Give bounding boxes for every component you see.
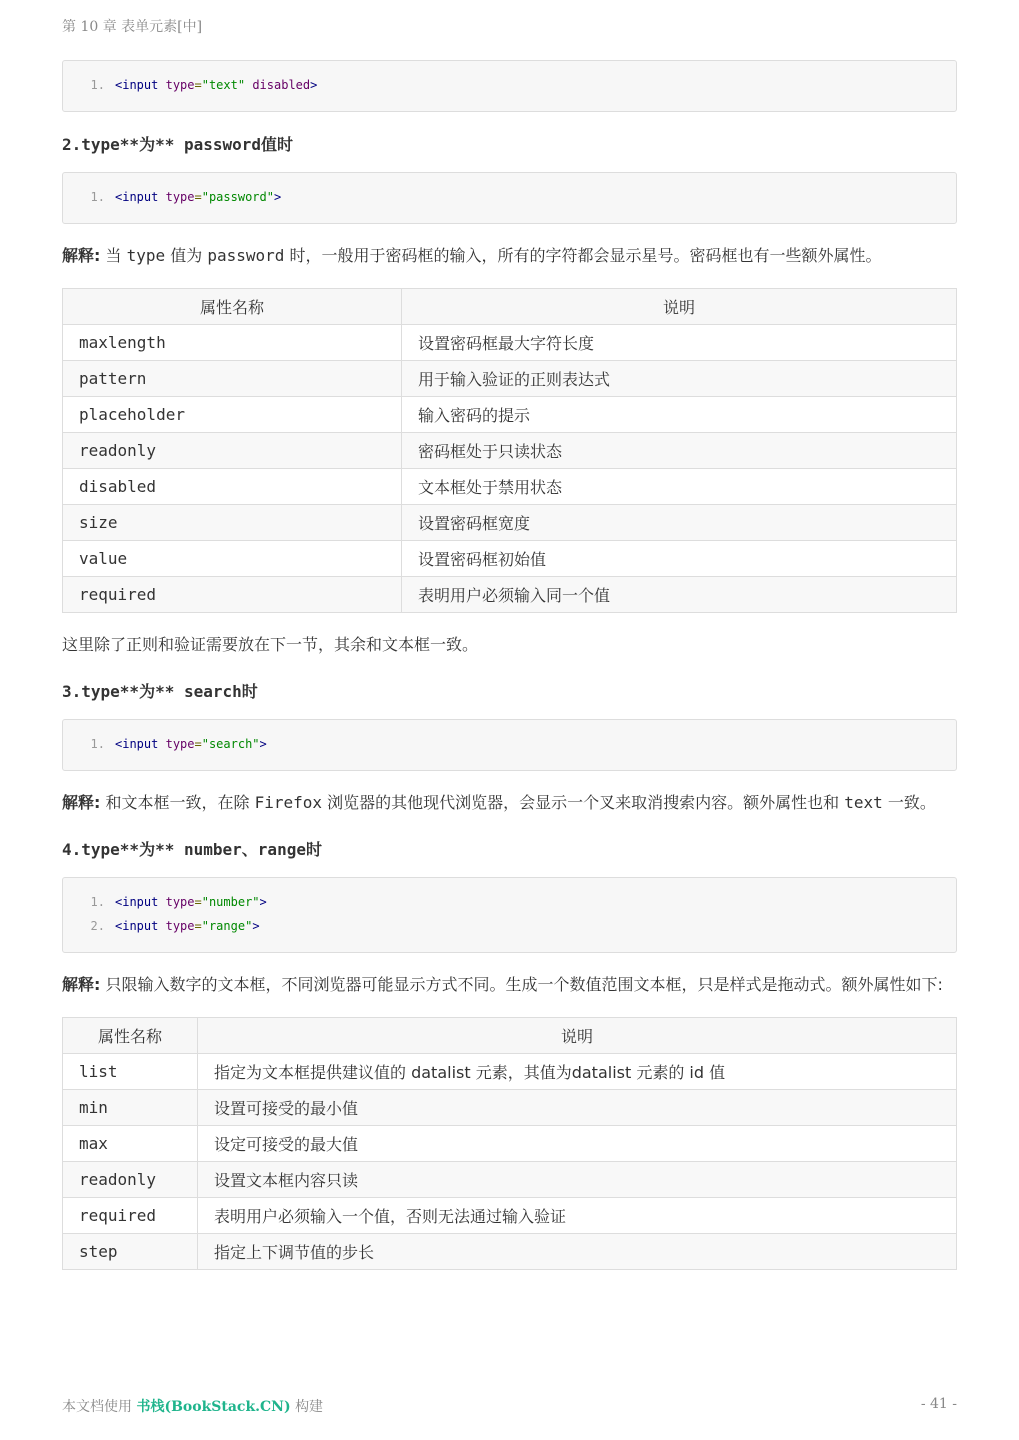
table-row xyxy=(63,325,957,361)
attr-name: min xyxy=(63,1090,198,1126)
attr-name: required xyxy=(63,1198,198,1234)
table-row xyxy=(63,433,957,469)
code-block-search xyxy=(62,719,957,771)
attr-desc: 文本框处于禁用状态 xyxy=(402,469,957,505)
attr-desc: 指定为文本框提供建议值的 datalist 元素，其值为datalist 元素的 id 值 xyxy=(198,1054,957,1090)
code-line xyxy=(63,914,956,938)
table-row xyxy=(63,397,957,433)
code-line xyxy=(63,890,956,914)
table-header: 说明 xyxy=(402,289,957,325)
attr-desc: 表明用户必须输入一个值，否则无法通过输入验证 xyxy=(198,1198,957,1234)
attr-desc: 指定上下调节值的步长 xyxy=(198,1234,957,1270)
attr-name: list xyxy=(63,1054,198,1090)
document-content xyxy=(62,60,957,1288)
bookstack-link[interactable]: 书栈(BookStack.CN) xyxy=(136,1399,291,1415)
attr-desc: 设置密码框最大字符长度 xyxy=(402,325,957,361)
attr-name: pattern xyxy=(63,361,402,397)
attr-desc: 表明用户必须输入同一个值 xyxy=(402,577,957,613)
code-string: "password" xyxy=(201,190,274,204)
section-heading-search: 3.type**为** search时 xyxy=(62,682,258,701)
code-punct: = xyxy=(194,919,202,933)
attr-name: readonly xyxy=(63,433,402,469)
attr-desc: 设置密码框初始值 xyxy=(402,541,957,577)
attr-desc: 用于输入验证的正则表达式 xyxy=(402,361,957,397)
attr-desc: 输入密码的提示 xyxy=(402,397,957,433)
attr-name: required xyxy=(63,577,402,613)
code-tag: <input xyxy=(115,919,159,933)
page-footer xyxy=(62,1396,957,1416)
attr-desc: 设定可接受的最大值 xyxy=(198,1126,957,1162)
code-block-number-range xyxy=(62,877,957,953)
attr-name: size xyxy=(63,505,402,541)
code-tag: > xyxy=(310,78,318,92)
section-heading-number-range: 4.type**为** number、range时 xyxy=(62,840,322,859)
table-row xyxy=(63,1234,957,1270)
code-tag: <input xyxy=(115,78,159,92)
password-note: 这里除了正则和验证需要放在下一节，其余和文本框一致。 xyxy=(62,635,479,654)
table-row xyxy=(63,541,957,577)
page-header: 第 10 章 表单元素[中] xyxy=(62,19,203,35)
code-line xyxy=(63,73,956,97)
table-row xyxy=(63,505,957,541)
code-line xyxy=(63,732,956,756)
code-tag: > xyxy=(273,190,282,204)
code-line xyxy=(63,185,956,209)
attr-desc: 设置文本框内容只读 xyxy=(198,1162,957,1198)
attr-name: placeholder xyxy=(63,397,402,433)
code-tag: > xyxy=(259,737,267,751)
number-attribute-table xyxy=(62,1017,957,1270)
code-punct: = xyxy=(194,190,202,204)
table-row xyxy=(63,361,957,397)
password-attribute-table xyxy=(62,288,957,613)
code-attr: disabled xyxy=(252,78,311,92)
section-heading-password: 2.type**为** password值时 xyxy=(62,135,294,154)
code-attr: type xyxy=(165,895,195,909)
code-block-password xyxy=(62,172,957,224)
attr-name: step xyxy=(63,1234,198,1270)
code-string: "number" xyxy=(201,895,260,909)
code-tag: <input xyxy=(115,737,159,751)
table-row xyxy=(63,1162,957,1198)
attr-name: value xyxy=(63,541,402,577)
attr-desc: 设置密码框宽度 xyxy=(402,505,957,541)
code-punct: = xyxy=(194,737,202,751)
code-tag: > xyxy=(252,919,260,933)
table-row xyxy=(63,1126,957,1162)
code-attr: type xyxy=(165,919,195,933)
page-number: - 41 - xyxy=(920,1396,957,1412)
line-number: 2. xyxy=(90,919,105,933)
code-tag: > xyxy=(259,895,267,909)
code-block-text-disabled xyxy=(62,60,957,112)
attr-name: maxlength xyxy=(63,325,402,361)
line-number: 1. xyxy=(90,737,105,751)
attr-name: disabled xyxy=(63,469,402,505)
attr-desc: 设置可接受的最小值 xyxy=(198,1090,957,1126)
attr-name: readonly xyxy=(63,1162,198,1198)
code-tag: <input xyxy=(115,190,159,204)
code-attr: type xyxy=(165,190,195,204)
table-header: 属性名称 xyxy=(63,289,402,325)
table-header: 说明 xyxy=(198,1018,957,1054)
line-number: 1. xyxy=(90,78,105,92)
table-row xyxy=(63,469,957,505)
code-tag: <input xyxy=(115,895,159,909)
attr-desc: 密码框处于只读状态 xyxy=(402,433,957,469)
code-string: "range" xyxy=(201,919,253,933)
footer-suffix: 构建 xyxy=(295,1399,324,1415)
line-number: 1. xyxy=(90,190,105,204)
code-attr: type xyxy=(165,78,195,92)
explanation-password: 解释: 当 type 值为 password 时，一般用于密码框的输入，所有的字符都会显示星号。密码框也有一些额外属性。 xyxy=(62,246,882,265)
line-number: 1. xyxy=(90,895,105,909)
code-punct: = xyxy=(194,78,202,92)
explanation-number-range: 解释: 只限输入数字的文本框，不同浏览器可能显示方式不同。生成一个数值范围文本框，只是样式是拖动式。额外属性如下: xyxy=(62,975,943,994)
code-string: "text" xyxy=(201,78,246,92)
table-row xyxy=(63,1198,957,1234)
explanation-search: 解释: 和文本框一致，在除 Firefox 浏览器的其他现代浏览器，会显示一个叉来取消搜索内容。额外属性也和 text 一致。 xyxy=(62,793,936,812)
table-header: 属性名称 xyxy=(63,1018,198,1054)
footer-prefix: 本文档使用 xyxy=(62,1399,132,1415)
code-punct: = xyxy=(194,895,202,909)
table-row xyxy=(63,577,957,613)
table-row xyxy=(63,1090,957,1126)
attr-name: max xyxy=(63,1126,198,1162)
code-string: "search" xyxy=(201,737,260,751)
table-row xyxy=(63,1054,957,1090)
code-attr: type xyxy=(165,737,195,751)
